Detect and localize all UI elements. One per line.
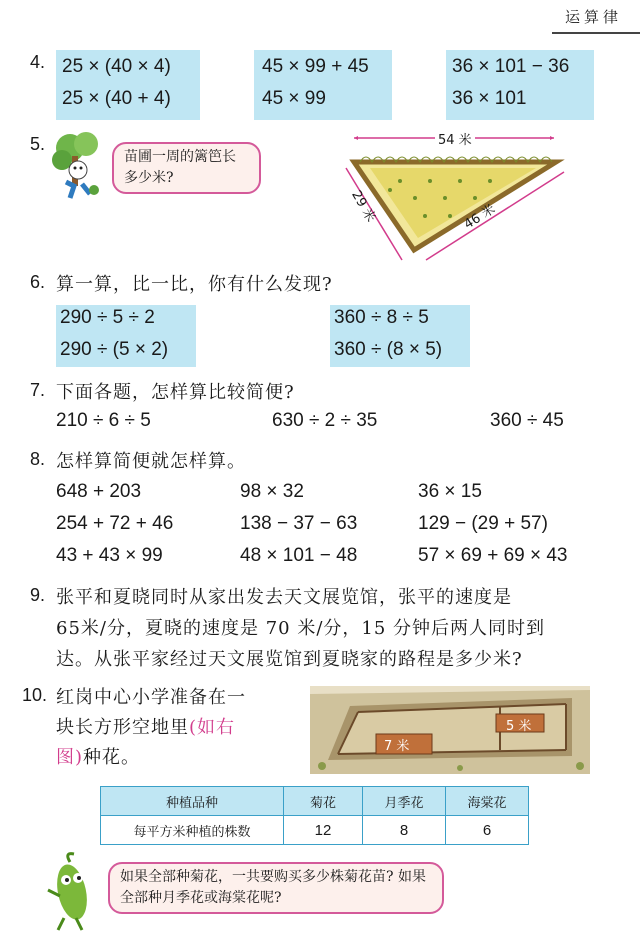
q6-box1-line1: 290 ÷ 5 ÷ 2 — [60, 307, 155, 328]
table-header-cell: 菊花 — [284, 787, 363, 816]
q6-box-2 — [330, 305, 470, 367]
q4-number: 4. — [30, 52, 46, 72]
q10-line-2-text: 块长方形空地里 — [56, 717, 189, 738]
q10-figure-ref-start: (如右 — [189, 717, 236, 738]
q10-field-illustration — [310, 686, 590, 774]
q8-r3-c1: 43 + 43 × 99 — [56, 545, 163, 566]
q8-r1-c1: 648 + 203 — [56, 481, 142, 502]
q10-line-3 — [56, 743, 140, 769]
q4-box1-line1: 25 × (40 × 4) — [62, 56, 171, 77]
q5-top-length-label: 54 米 — [435, 129, 475, 148]
q10-planting-table — [100, 786, 529, 845]
q4-box1-line2: 25 × (40 + 4) — [62, 88, 171, 109]
q7-number: 7. — [30, 380, 46, 400]
q9-line-2: 65米/分，夏晓的速度是 70 米/分，15 分钟后两人同时到 — [56, 618, 546, 639]
table-cell: 12 — [284, 816, 363, 845]
q8-prompt: 怎样算简便就怎样算。 — [56, 451, 246, 472]
table-header-cell: 种植品种 — [101, 787, 284, 816]
q10-line-3-text: 种花。 — [83, 747, 141, 768]
q5-left-length-label: 29 米 — [348, 188, 379, 225]
table-cell: 8 — [363, 816, 446, 845]
header-underline — [552, 32, 640, 34]
table-cell: 6 — [446, 816, 529, 845]
q5-number: 5. — [30, 134, 46, 154]
q8-r1-c2: 98 × 32 — [240, 481, 304, 502]
q10-speech-bubble: 如果全部种菊花，一共要购买多少株菊花苗? 如果全部种月季花或海棠花呢? — [108, 862, 444, 914]
q4-box2-line2: 45 × 99 — [262, 88, 326, 109]
q4-box-2 — [254, 50, 392, 120]
table-row — [101, 816, 529, 845]
q4-box2-line1: 45 × 99 + 45 — [262, 56, 369, 77]
q8-r2-c3: 129 − (29 + 57) — [418, 513, 548, 534]
q6-box2-line1: 360 ÷ 8 ÷ 5 — [334, 307, 429, 328]
q6-box2-line2: 360 ÷ (8 × 5) — [334, 339, 443, 360]
cucumber-mascot-icon — [44, 852, 104, 932]
q4-box-3 — [446, 50, 594, 120]
q8-r2-c2: 138 − 37 − 63 — [240, 513, 358, 534]
q10-line-1: 红岗中心小学准备在一 — [56, 687, 246, 708]
q6-prompt: 算一算，比一比，你有什么发现? — [56, 274, 333, 295]
q9-number: 9. — [30, 585, 46, 605]
q4-box-1 — [56, 50, 200, 120]
q6-box1-line2: 290 ÷ (5 × 2) — [60, 339, 169, 360]
q8-number: 8. — [30, 449, 46, 469]
page-header-title: 运算律 — [564, 8, 622, 26]
q8-r1-c3: 36 × 15 — [418, 481, 482, 502]
table-header-cell: 月季花 — [363, 787, 446, 816]
q10-number: 10. — [22, 685, 48, 705]
q8-r2-c1: 254 + 72 + 46 — [56, 513, 174, 534]
q4-box3-line1: 36 × 101 − 36 — [452, 56, 570, 77]
q10-figure-ref-end: 图) — [56, 747, 84, 768]
q5-right-length-label: 46 米 — [461, 201, 499, 233]
q8-r3-c2: 48 × 101 − 48 — [240, 545, 358, 566]
q6-number: 6. — [30, 272, 46, 292]
tree-mascot-icon — [48, 128, 112, 204]
q7-item-2: 630 ÷ 2 ÷ 35 — [272, 410, 378, 431]
table-row-label: 每平方米种植的株数 — [101, 816, 284, 845]
q10-sign-left-label: 7 米 — [384, 739, 410, 754]
q7-item-3: 360 ÷ 45 — [490, 410, 564, 431]
q9-line-1: 张平和夏晓同时从家出发去天文展览馆，张平的速度是 — [56, 587, 512, 608]
q10-sign-right-label: 5 米 — [506, 719, 532, 734]
table-header-cell: 海棠花 — [446, 787, 529, 816]
q8-r3-c3: 57 × 69 + 69 × 43 — [418, 545, 568, 566]
q4-box3-line2: 36 × 101 — [452, 88, 527, 109]
q5-speech-bubble: 苗圃一周的篱笆长多少米? — [112, 142, 261, 194]
q7-item-1: 210 ÷ 6 ÷ 5 — [56, 410, 151, 431]
q7-prompt: 下面各题，怎样算比较简便? — [56, 382, 295, 403]
q10-line-2 — [56, 713, 235, 739]
table-header-row — [101, 787, 529, 816]
q6-box-1 — [56, 305, 196, 367]
q9-line-3: 达。从张平家经过天文展览馆到夏晓家的路程是多少米? — [56, 649, 523, 670]
